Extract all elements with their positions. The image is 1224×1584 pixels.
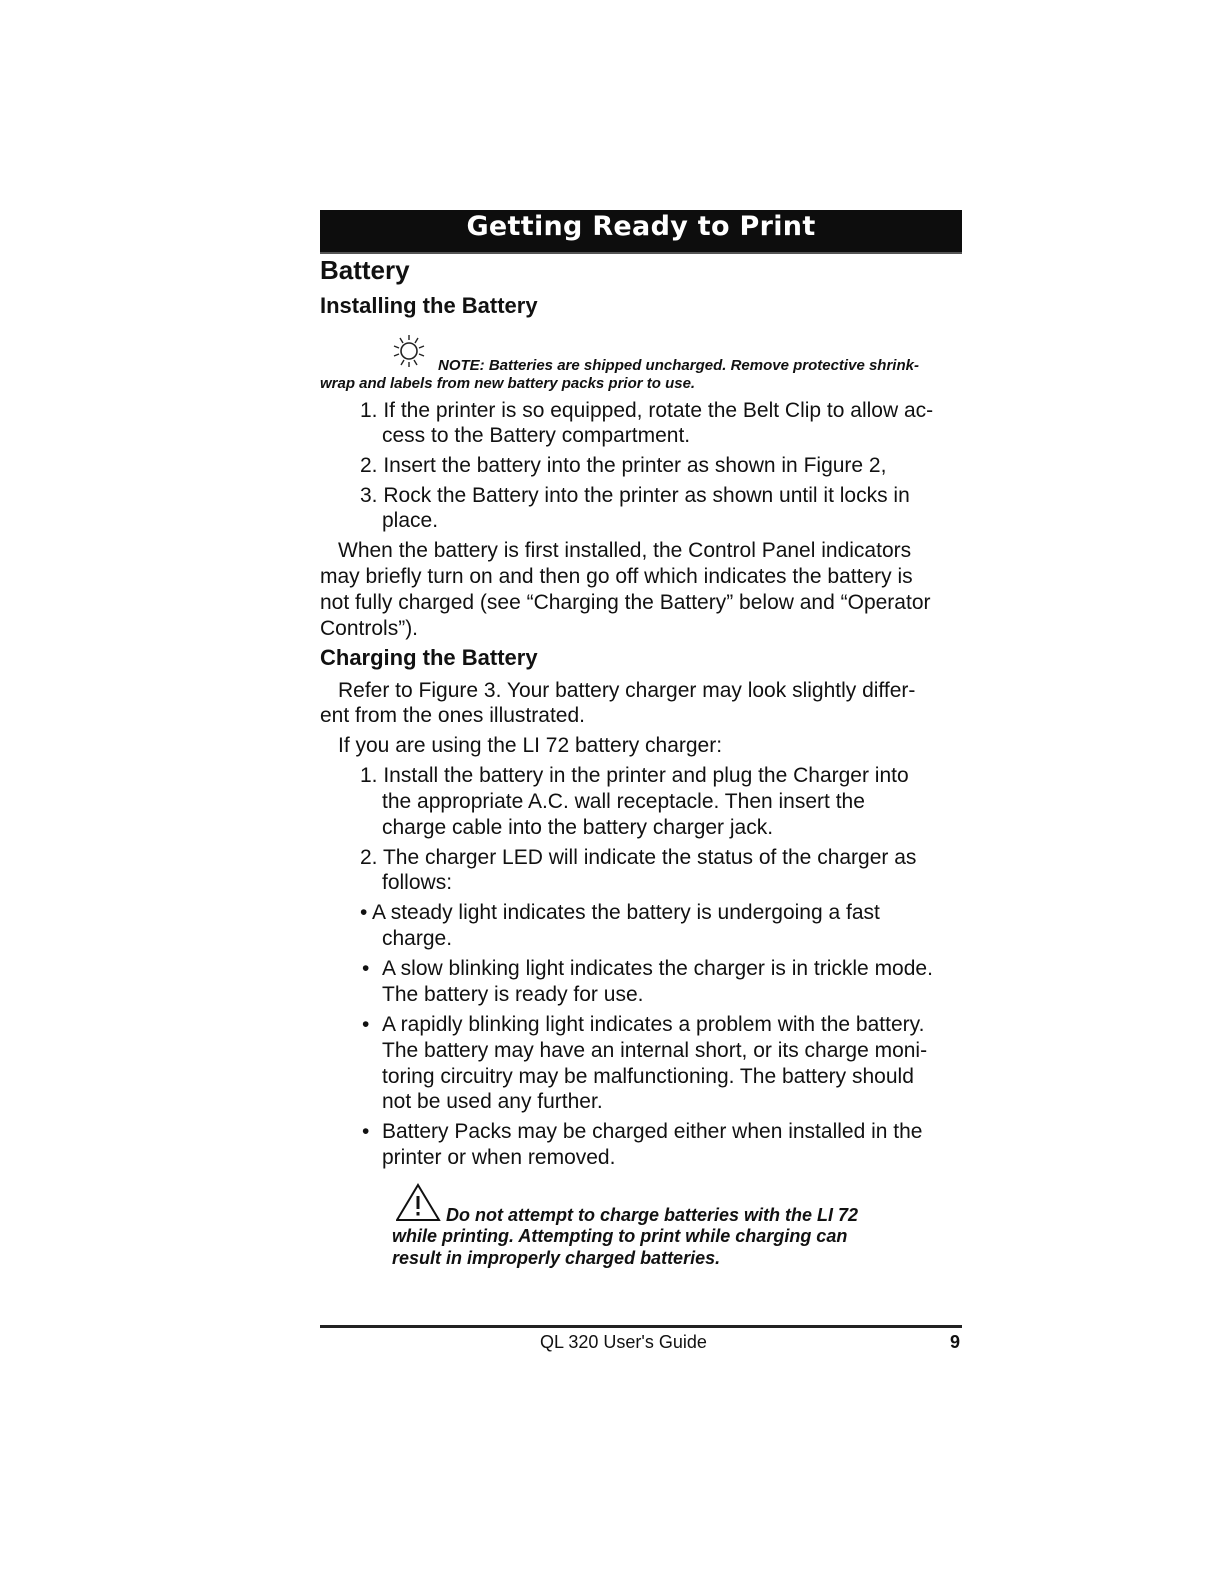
bullet-4-mark: • <box>362 1120 370 1143</box>
warning-line-2: while printing. Attempting to print while charging can <box>392 1226 848 1246</box>
footer-guide-title: QL 320 User's Guide <box>540 1332 707 1352</box>
bullet-3-mark: • <box>362 1013 370 1036</box>
warning-triangle-icon <box>396 1183 442 1223</box>
bullet-3c: toring circuitry may be malfunctioning. The battery should <box>382 1065 914 1088</box>
footer-rule <box>320 1325 962 1328</box>
install-step-1a: 1. If the printer is so equipped, rotate the Belt Clip to allow ac- <box>360 399 934 422</box>
charging-intro-1: Refer to Figure 3. Your battery charger may look slightly differ- <box>338 679 916 702</box>
install-step-2: 2. Insert the battery into the printer as shown in Figure 2, <box>360 454 887 477</box>
bullet-1a: • A steady light indicates the battery is undergoing a fast <box>360 901 880 924</box>
page-number: 9 <box>950 1332 961 1352</box>
charge-step-1a: 1. Install the battery in the printer and plug the Charger into <box>360 764 909 787</box>
note-line-2: wrap and labels from new battery packs prior to use. <box>320 375 696 392</box>
chapter-banner <box>320 210 962 254</box>
charge-step-2a: 2. The charger LED will indicate the status of the charger as <box>360 846 917 869</box>
bullet-3a: A rapidly blinking light indicates a problem with the battery. <box>382 1013 925 1036</box>
section-title: Battery <box>320 255 410 285</box>
charging-intro-2: ent from the ones illustrated. <box>320 704 585 727</box>
warning-line-3: result in improperly charged batteries. <box>392 1248 721 1268</box>
charge-step-2b: follows: <box>382 871 453 894</box>
charging-heading: Charging the Battery <box>320 645 538 670</box>
bullet-3d: not be used any further. <box>382 1090 603 1113</box>
install-para-2: may briefly turn on and then go off which indicates the battery is <box>320 565 913 588</box>
charging-intro-3: If you are using the LI 72 battery charger: <box>338 734 723 757</box>
chapter-title: Getting Ready to Print <box>466 211 816 242</box>
bullet-2b: The battery is ready for use. <box>382 983 644 1006</box>
install-para-1: When the battery is first installed, the Control Panel indicators <box>338 539 912 562</box>
charge-step-1b: the appropriate A.C. wall receptacle. Then insert the <box>382 790 865 813</box>
bullet-4a: Battery Packs may be charged either when installed in the <box>382 1120 923 1143</box>
sun-note-icon <box>392 334 432 370</box>
bullet-1b: charge. <box>382 927 453 950</box>
install-step-3b: place. <box>382 509 439 532</box>
install-para-3: not fully charged (see “Charging the Battery” below and “Operator <box>320 591 931 614</box>
charge-step-1c: charge cable into the battery charger jack. <box>382 816 774 839</box>
bullet-4b: printer or when removed. <box>382 1146 616 1169</box>
warning-line-1: Do not attempt to charge batteries with the LI 72 <box>446 1205 859 1225</box>
bullet-3b: The battery may have an internal short, or its charge moni- <box>382 1039 928 1062</box>
install-para-4: Controls”). <box>320 617 419 640</box>
installing-heading: Installing the Battery <box>320 293 538 318</box>
bullet-2a: A slow blinking light indicates the charger is in trickle mode. <box>382 957 933 980</box>
note-line-1: NOTE: Batteries are shipped uncharged. Remove protective shrink- <box>438 357 919 374</box>
install-step-1b: cess to the Battery compartment. <box>382 424 691 447</box>
bullet-2-mark: • <box>362 957 370 980</box>
install-step-3a: 3. Rock the Battery into the printer as shown until it locks in <box>360 484 910 507</box>
